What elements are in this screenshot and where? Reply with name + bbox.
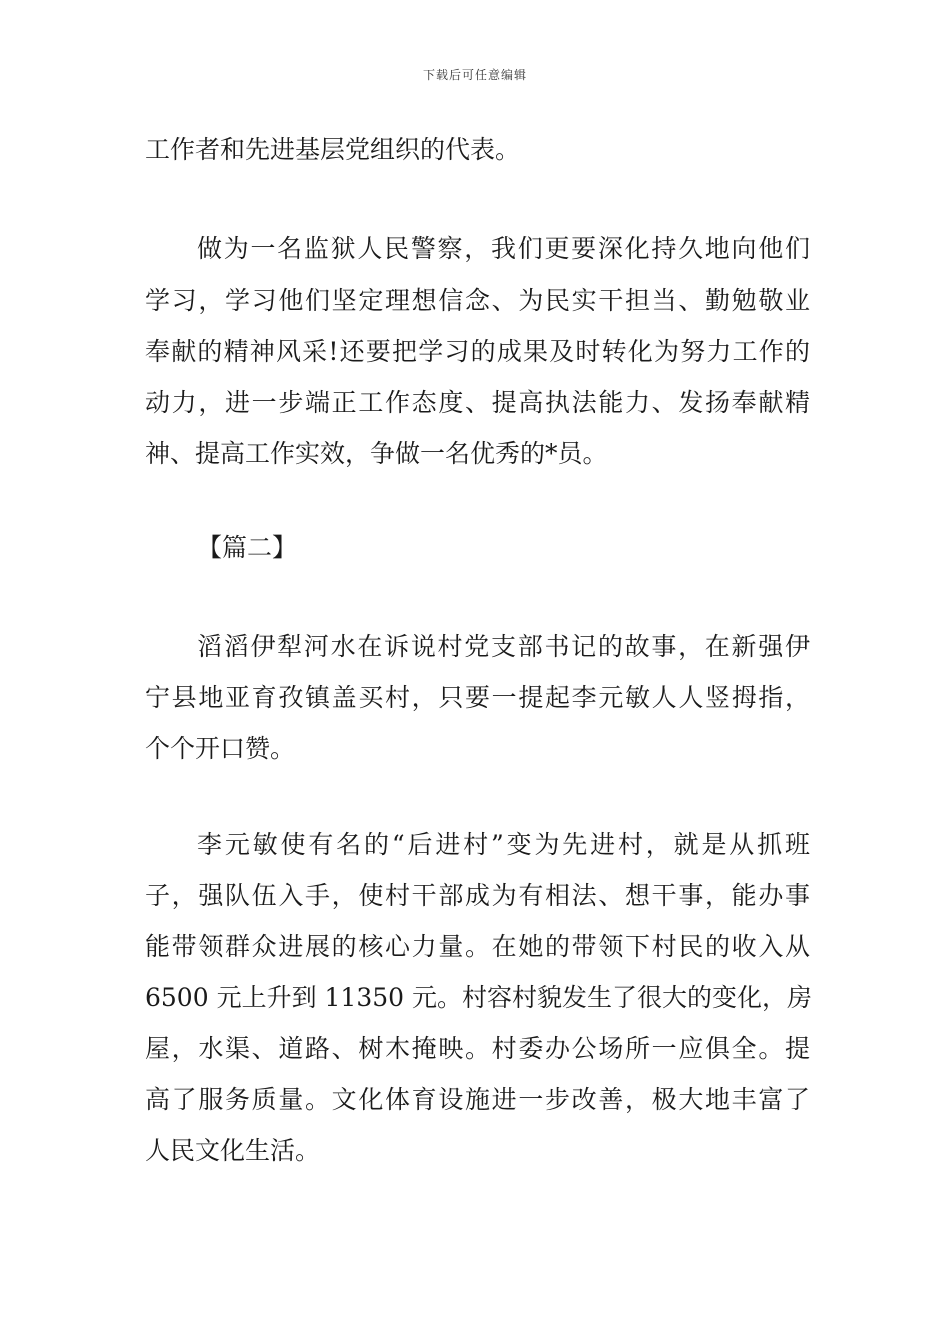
paragraph-line: 滔滔伊犁河水在诉说村党支部书记的故事，在新强伊	[197, 632, 810, 661]
paragraph-line: 动力，进一步端正工作态度、提高执法能力、发扬奉献精	[145, 388, 810, 417]
paragraph-line: 能带领群众进展的核心力量。在她的带领下村民的收入从	[145, 932, 810, 961]
paragraph-line: 屋，水渠、道路、树木掩映。村委办公场所一应俱全。提	[145, 1034, 810, 1063]
paragraph-line: 神、提高工作实效，争做一名优秀的*员。	[145, 439, 608, 468]
section-heading: 【篇二】	[197, 533, 298, 562]
paragraph-line: 工作者和先进基层党组织的代表。	[145, 135, 521, 164]
paragraph-line: 个个开口赞。	[145, 734, 296, 763]
paragraph-line: 高了服务质量。文化体育设施进一步改善，极大地丰富了	[145, 1085, 810, 1114]
paragraph-line: 宁县地亚育孜镇盖买村，只要一提起李元敏人人竖拇指，	[145, 683, 810, 712]
paragraph-line: 6500 元上升到 11350 元。村容村貌发生了很大的变化，房	[145, 983, 812, 1012]
paragraph-line: 奉献的精神风采!还要把学习的成果及时转化为努力工作的	[145, 337, 810, 366]
page-header-note: 下载后可任意编辑	[422, 68, 527, 82]
paragraph-line: 学习，学习他们坚定理想信念、为民实干担当、勤勉敬业	[145, 286, 810, 315]
paragraph-line: 李元敏使有名的“后进村”变为先进村，就是从抓班	[197, 830, 810, 859]
paragraph-line: 做为一名监狱人民警察，我们更要深化持久地向他们	[197, 234, 810, 263]
paragraph-line: 子，强队伍入手，使村干部成为有相法、想干事，能办事	[145, 881, 810, 910]
paragraph-line: 人民文化生活。	[145, 1136, 321, 1165]
